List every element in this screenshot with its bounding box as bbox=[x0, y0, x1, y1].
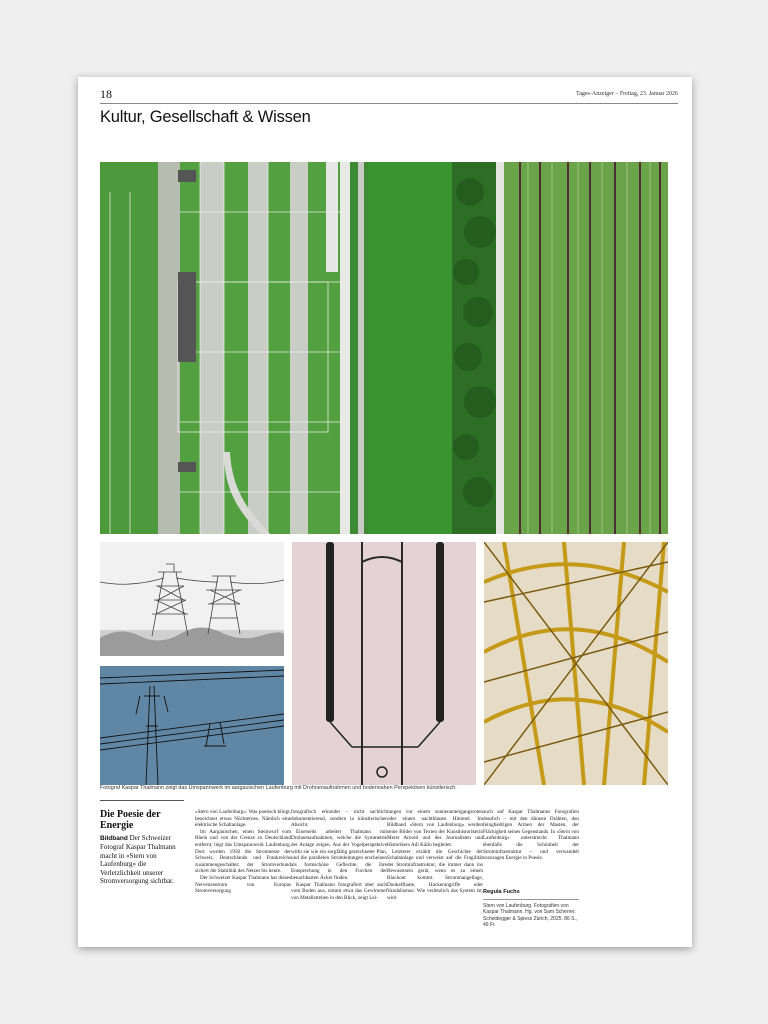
book-credit: Stern von Laufenburg. Fotografien von Kaspar Thalmann. Hg. von Sam Scherrer. Scheidegger & Spiess Zürich, 2025. 86 S., 49 Fr. bbox=[483, 903, 578, 929]
foggy-pylons-photo bbox=[100, 542, 284, 656]
aerial-substation-photo bbox=[100, 162, 668, 534]
article-title: Die Poesie der Energie bbox=[100, 809, 161, 831]
article-column-1 bbox=[195, 809, 291, 895]
article-column-3 bbox=[387, 809, 483, 901]
article-paragraph: «Stern von Laufenburg»: Was poetisch klingt, bezeichnet etwas Nüchternes. Nämlich eine elektrische Schaltanlage. bbox=[195, 809, 291, 829]
article-paragraph: Einerseits arbeitet Thalmann mit Drohnenaufnahmen, welche die Symmetrie der Anlage zeigen. Aus der Vogelperspektive wirkt sie wie ein sorgfältig gezeichneter Plan, und die parallelen Stromleitungen erscheinen als formschöne Geflechte, die ihre Entsprechung in den Furchen der benachbarten Äcker finden. bbox=[291, 828, 387, 881]
article-column-4 bbox=[483, 809, 579, 862]
article-paragraph: auch auf Kaspar Thalmanns Fotografien deutlich – mit den dünnen Drähten, den feingliedrigen Armen der Masten, der Flächigkeit seines Gegenstands. In «Stern von Laufenburg» unterstreicht Thalmann ebenfalls die Schönheit der Strominfrastruktur – und verwandelt sozusagen Energie in Poesie. bbox=[483, 809, 579, 862]
author-name: Regula Fuchs bbox=[483, 889, 520, 895]
insulators-photo bbox=[292, 542, 476, 785]
article-teaser bbox=[100, 834, 188, 885]
yellow-steel-photo bbox=[484, 542, 668, 785]
masthead: Tages-Anzeiger – Freitag, 23. Januar 2026 bbox=[575, 91, 678, 97]
credit-rule bbox=[483, 899, 579, 900]
header-rule bbox=[100, 103, 678, 104]
article-paragraph: tungen vor einem sonnenuntergangsroten oder einem nachtblauen Himmel. Im Bildband «Stern von Laufenburg» werden seine Bilder von Texten der Kunsthistorikerin Meret Arnold und des Journalisten und Historikers Adi Kälin begleitet. bbox=[387, 809, 483, 848]
section-title: Kultur, Gesellschaft & Wissen bbox=[100, 108, 311, 126]
article-paragraph: Im Aargauischen, einen Steinwurf vom Rhein und von der Grenze zu Deutschland entfernt, liegt das Umspannwerk Laufenburg. Dort wurden 1958 die Stromnetze der Schweiz, Deutschlands und Frankreichs zusammengeschaltet; der Stromverbund sichert die Stabilität des Netzes bis heute. bbox=[195, 828, 291, 875]
article-rule bbox=[100, 800, 184, 801]
article-paragraph: Kaspar Thalmann fotografiert aber auch vom Boden aus, nimmt etwa das Gewimmel von Metallstreben in den Blick, zeigt Lei- bbox=[291, 881, 387, 901]
page-number: 18 bbox=[100, 87, 112, 101]
photo-caption: Fotograf Kaspar Thalmann zeigt das Umspannwerk im aargauischen Laufenburg mit Drohnenaufnahmen und bodennahen Perspektiven künstlerisch. bbox=[100, 785, 457, 791]
article-column-2 bbox=[291, 809, 387, 901]
article-paragraph: Letzterer erzählt die Geschichte der Schaltanlage und verweist auf die Fragilität der Strominfrastruktur, die immer dann ins Bewusstsein gerät, wenn es zu einem Blackout kommt. Strommangellage, Dunkelflaute, Hackerangriffe oder Vandalismus: Wie verletzlich das System ist, wird bbox=[387, 848, 483, 901]
blue-sky-wires-photo bbox=[100, 666, 284, 785]
article-paragraph: Der Schweizer Kaspar Thalmann hat dieses Nervenzentrum von Europas Stromversorgung bbox=[195, 874, 291, 895]
article-paragraph: fotografisch erkundet – nicht sachlich dokumentierend, sondern in künstlerischer Absicht. bbox=[291, 809, 387, 829]
newspaper-page bbox=[78, 77, 692, 947]
teaser-kicker: Bildband bbox=[100, 835, 128, 842]
teaser-text: Der Schweizer Fotograf Kaspar Thalmann macht in «Stern von Laufenburg» die Verletzlichkeit unserer Stromversorgung sichtbar. bbox=[100, 834, 176, 886]
